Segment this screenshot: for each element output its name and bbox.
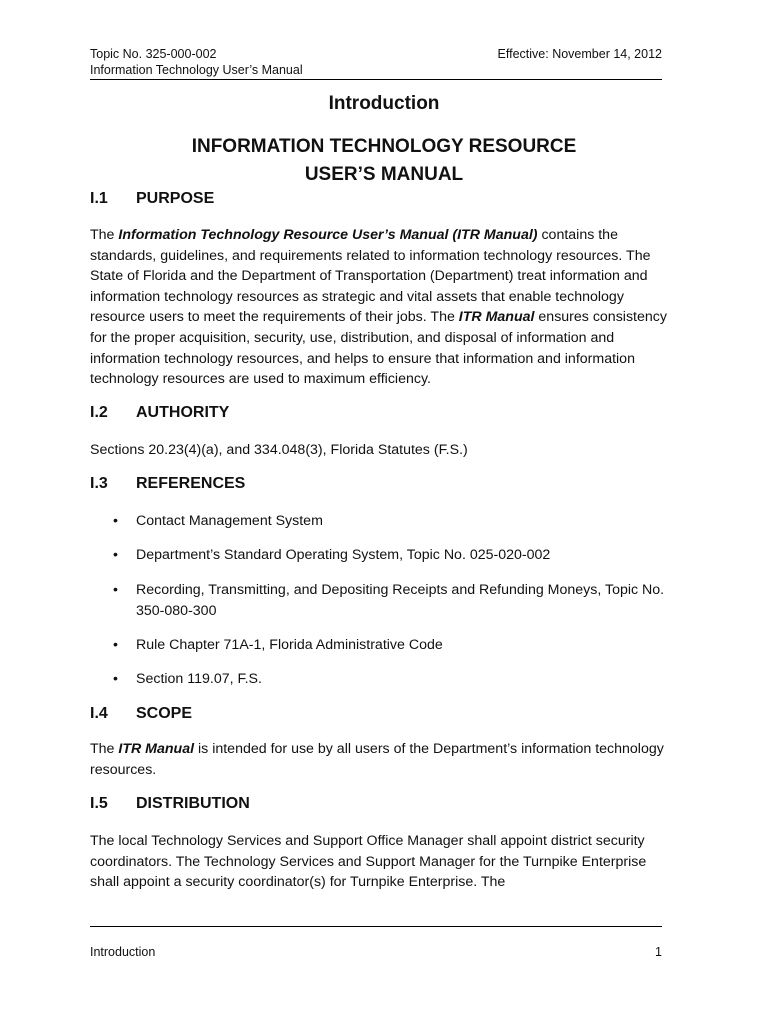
text-run: is intended for use by all users of the Department’s information technology resources. <box>90 741 664 778</box>
section-number: I.5 <box>90 795 108 812</box>
manual-short-emphasis: ITR Manual <box>118 741 195 757</box>
page-number: 1 <box>655 945 662 959</box>
reference-text: Contact Management System <box>136 513 323 529</box>
purpose-paragraph <box>90 225 670 390</box>
section-heading-distribution <box>90 795 250 813</box>
authority-paragraph: Sections 20.23(4)(a), and 334.048(3), Florida Statutes (F.S.) <box>90 442 468 458</box>
section-title: PURPOSE <box>136 190 215 207</box>
bullet-icon: • <box>113 513 118 529</box>
text-run: The <box>90 227 119 243</box>
section-number: I.2 <box>90 404 108 421</box>
bullet-icon: • <box>113 671 118 687</box>
reference-text: Section 119.07, F.S. <box>136 671 262 687</box>
text-run: The <box>90 741 119 757</box>
section-number: I.4 <box>90 705 108 722</box>
header-divider <box>90 79 662 80</box>
bullet-icon: • <box>113 547 118 563</box>
section-title: REFERENCES <box>136 475 246 492</box>
page-header <box>90 46 662 78</box>
section-heading-purpose <box>90 190 214 208</box>
document-title <box>0 133 768 189</box>
page-footer <box>90 945 662 959</box>
title-line-1: INFORMATION TECHNOLOGY RESOURCE <box>191 136 577 157</box>
bullet-icon: • <box>113 582 118 598</box>
section-heading-scope <box>90 705 192 723</box>
reference-text: Rule Chapter 71A-1, Florida Administrative Code <box>136 637 443 653</box>
reference-item <box>113 669 673 690</box>
section-title: SCOPE <box>136 705 193 722</box>
section-number: I.3 <box>90 475 108 492</box>
manual-short-emphasis: ITR Manual <box>458 309 535 326</box>
text-run: contains the standards, guidelines, and requirements related to information technology resources. The State of Florida and the Department of Transportation (Department) treat information and information technology resources as strategic and vital assets that enable technology resource users to meet the requirements of their jobs. The <box>90 227 651 326</box>
section-title: AUTHORITY <box>136 404 230 421</box>
section-heading-references <box>90 475 245 493</box>
bullet-icon: • <box>113 637 118 653</box>
reference-text: Department’s Standard Operating System, Topic No. 025-020-002 <box>136 547 551 563</box>
footer-divider <box>90 926 662 927</box>
scope-paragraph <box>90 739 670 780</box>
manual-name-emphasis: Information Technology Resource User’s Manual (ITR Manual) <box>118 227 538 243</box>
header-effective: Effective: November 14, 2012 <box>497 47 662 61</box>
reference-item <box>113 580 673 621</box>
title-line-2: USER’S MANUAL <box>304 164 464 185</box>
reference-item <box>113 511 673 532</box>
distribution-paragraph: The local Technology Services and Support Office Manager shall appoint district security coordinators. The Technology Services and Support Manager for the Turnpike Enterprise shall appoint a security coordinator(s) for Turnpike Enterprise. The <box>90 833 647 891</box>
footer-label: Introduction <box>90 945 156 959</box>
header-topic: Topic No. 325-000-002 <box>90 47 217 61</box>
section-number: I.1 <box>90 190 108 207</box>
reference-item <box>113 545 673 566</box>
section-heading-authority <box>90 404 229 422</box>
chapter-title: Introduction <box>328 93 440 114</box>
text-run: ensures consistency for the proper acquisition, security, use, distribution, and disposal of information and information technology resources, and helps to ensure that information and information technology resources are used to maximum efficiency. <box>90 309 667 388</box>
reference-text: Recording, Transmitting, and Depositing Receipts and Refunding Moneys, Topic No. 350-080-300 <box>136 582 665 619</box>
section-title: DISTRIBUTION <box>136 795 250 812</box>
reference-item <box>113 635 673 656</box>
header-manual: Information Technology User’s Manual <box>90 63 303 77</box>
